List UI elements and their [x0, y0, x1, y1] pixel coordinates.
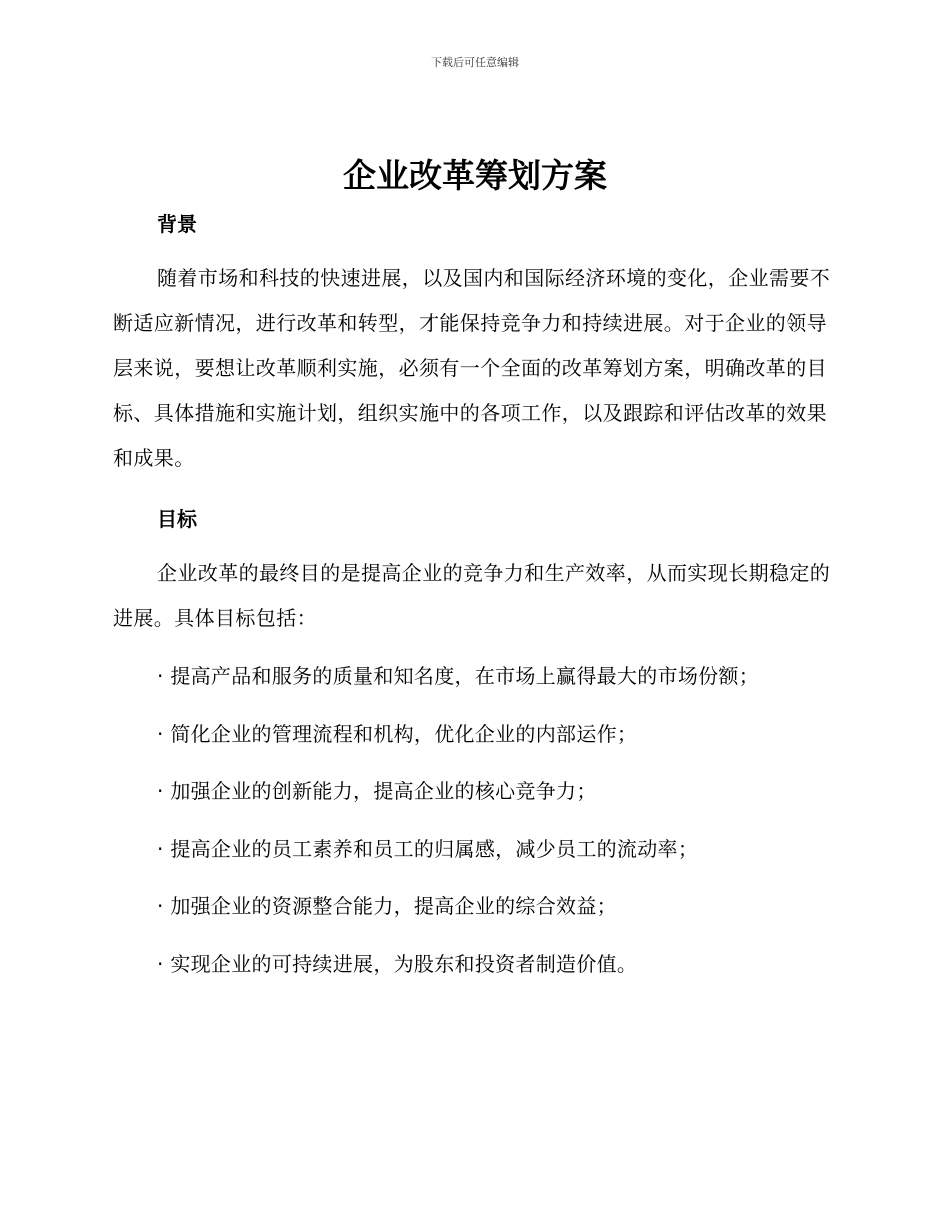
background-paragraph: 随着市场和科技的快速进展，以及国内和国际经济环境的变化，企业需要不断适应新情况，进行改革和转型，才能保持竞争力和持续进展。对于企业的领导层来说，要想让改革顺利实施，必须有一个全面的改革筹划方案，明确改革的目标、具体措施和实施计划，组织实施中的各项工作，以及跟踪和评估改革的效果和成果。 [113, 266, 831, 470]
list-item: · 实现企业的可持续进展，为股东和投资者制造价值。 [157, 951, 638, 976]
list-item: · 提高产品和服务的质量和知名度，在市场上赢得最大的市场份额； [157, 664, 760, 688]
header-note: 下载后可任意编辑 [431, 56, 519, 69]
list-item: · 提高企业的员工素养和员工的归属感，减少员工的流动率； [157, 836, 699, 861]
list-item: · 加强企业的资源整合能力，提高企业的综合效益； [157, 894, 617, 918]
list-item: · 加强企业的创新能力，提高企业的核心竞争力； [157, 779, 597, 803]
goals-paragraph: 企业改革的最终目的是提高企业的竞争力和生产效率，从而实现长期稳定的进展。具体目标包括： [113, 561, 831, 630]
section-heading-goals: 目标 [157, 507, 197, 531]
section-heading-background: 背景 [157, 212, 197, 236]
list-item: · 简化企业的管理流程和机构，优化企业的内部运作； [157, 721, 638, 746]
document-title: 企业改革筹划方案 [343, 156, 607, 195]
goals-list [157, 655, 847, 1000]
